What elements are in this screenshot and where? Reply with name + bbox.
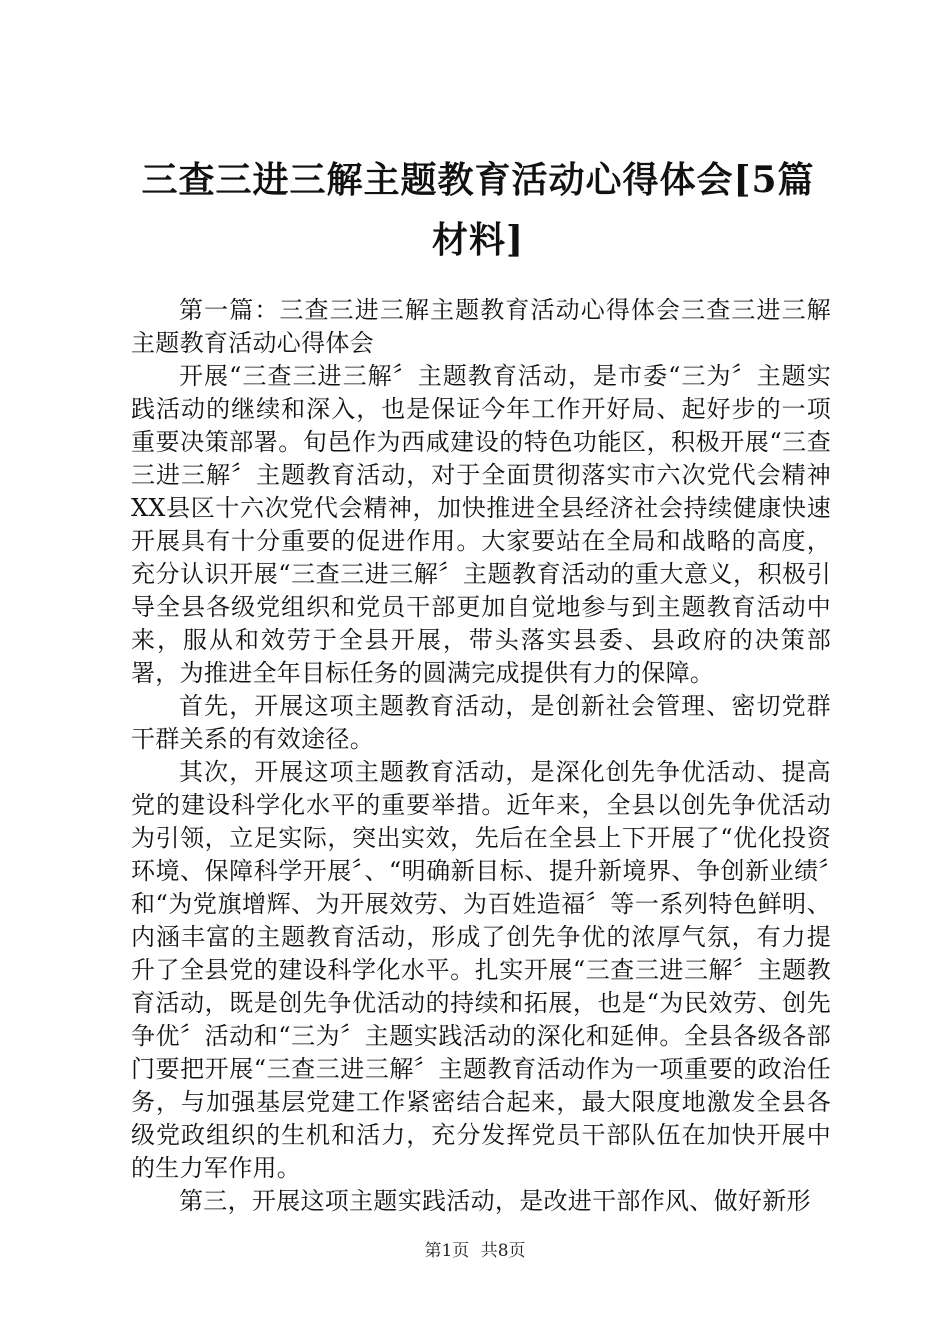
paragraph: 第三，开展这项主题实践活动，是改进干部作风、做好新形	[179, 1187, 811, 1215]
paragraph-heading: 第一篇：三查三进三解主题教育活动心得体会三查三进三解主题教育活动心得体会	[131, 296, 831, 357]
paragraph: 首先，开展这项主题教育活动，是创新社会管理、密切党群干群关系的有效途径。	[131, 692, 831, 753]
page-total: 共8页	[480, 1241, 526, 1261]
document-body	[131, 294, 831, 1218]
document-title: 三查三进三解主题教育活动心得体会[5篇材料]	[141, 159, 815, 261]
paragraph: 开展“三查三进三解〞主题教育活动，是市委“三为〞主题实践活动的继续和深入，也是保证今年工作开好局、起好步的一项重要决策部署。旬邑作为西咸建设的特色功能区，积极开展“三查三进三解〞主题教育活动，对于全面贯彻落实市六次党代会精神XX县区十六次党代会精神，加快推进全县经济社会持续健康快速开展具有十分重要的促进作用。大家要站在全局和战略的高度，充分认识开展“三查三进三解〞主题教育活动的重大意义，积极引导全县各级党组织和党员干部更加自觉地参与到主题教育活动中来，服从和效劳于全县开展，带头落实县委、县政府的决策部署，为推进全年目标任务的圆满完成提供有力的保障。	[131, 362, 831, 687]
page-number: 第1页	[424, 1241, 470, 1261]
page-footer	[0, 1239, 950, 1263]
paragraph: 其次，开展这项主题教育活动，是深化创先争优活动、提高党的建设科学化水平的重要举措。近年来，全县以创先争优活动为引领，立足实际，突出实效，先后在全县上下开展了“优化投资环境、保障科学开展〞、“明确新目标、提升新境界、争创新业绩〞和“为党旗增辉、为开展效劳、为百姓造福〞等一系列特色鲜明、内涵丰富的主题教育活动，形成了创先争优的浓厚气氛，有力提升了全县党的建设科学化水平。扎实开展“三查三进三解〞主题教育活动，既是创先争优活动的持续和拓展，也是“为民效劳、创先争优〞活动和“三为〞主题实践活动的深化和延伸。全县各级各部门要把开展“三查三进三解〞主题教育活动作为一项重要的政治任务，与加强基层党建工作紧密结合起来，最大限度地激发全县各级党政组织的生机和活力，充分发挥党员干部队伍在加快开展中的生力军作用。	[131, 758, 831, 1182]
